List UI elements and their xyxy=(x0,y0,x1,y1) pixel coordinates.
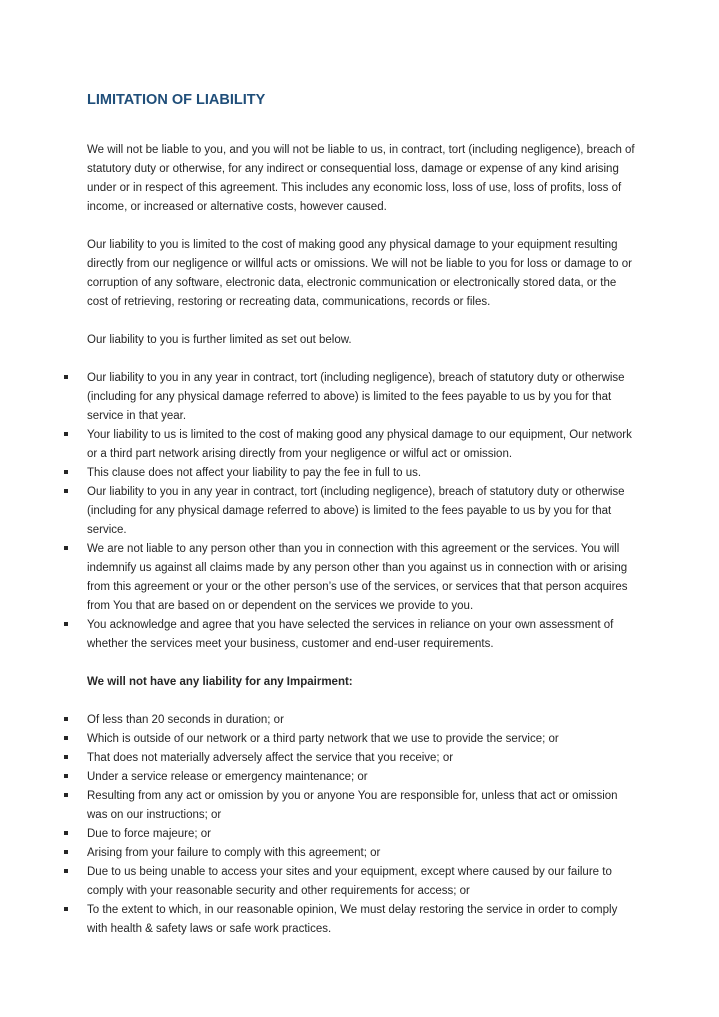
square-bullet-icon xyxy=(64,432,68,436)
list-item: Our liability to you in any year in contract, tort (including negligence), breach of statutory duty or otherwise (including for any physical damage referred to above) is limited to the fees payable to us by you for that service in that year. xyxy=(87,369,635,426)
list-item: Of less than 20 seconds in duration; or xyxy=(87,711,635,730)
impairment-list xyxy=(87,711,635,939)
list-item: This clause does not affect your liability to pay the fee in full to us. xyxy=(87,464,635,483)
square-bullet-icon xyxy=(64,546,68,550)
square-bullet-icon xyxy=(64,755,68,759)
list-item: To the extent to which, in our reasonable opinion, We must delay restoring the service in order to comply with health & safety laws or safe work practices. xyxy=(87,901,635,939)
square-bullet-icon xyxy=(64,717,68,721)
list-item: Resulting from any act or omission by you or anyone You are responsible for, unless that act or omission was on our instructions; or xyxy=(87,787,635,825)
paragraph-further-limited: Our liability to you is further limited as set out below. xyxy=(87,334,352,346)
list-item: Arising from your failure to comply with this agreement; or xyxy=(87,844,635,863)
square-bullet-icon xyxy=(64,831,68,835)
liability-list xyxy=(87,369,635,654)
list-item: Which is outside of our network or a third party network that we use to provide the service; or xyxy=(87,730,635,749)
square-bullet-icon xyxy=(64,793,68,797)
square-bullet-icon xyxy=(64,622,68,626)
list-item: Due to force majeure; or xyxy=(87,825,635,844)
square-bullet-icon xyxy=(64,375,68,379)
square-bullet-icon xyxy=(64,850,68,854)
list-item: That does not materially adversely affect the service that you receive; or xyxy=(87,749,635,768)
list-item: Under a service release or emergency maintenance; or xyxy=(87,768,635,787)
square-bullet-icon xyxy=(64,470,68,474)
square-bullet-icon xyxy=(64,736,68,740)
square-bullet-icon xyxy=(64,489,68,493)
square-bullet-icon xyxy=(64,869,68,873)
list-item: Our liability to you in any year in contract, tort (including negligence), breach of statutory duty or otherwise (including for any physical damage referred to above) is limited to the fees payable to us by you for that service. xyxy=(87,483,635,540)
list-item: You acknowledge and agree that you have selected the services in reliance on your own assessment of whether the services meet your business, customer and end-user requirements. xyxy=(87,616,635,654)
paragraph-exclusions: We will not be liable to you, and you will not be liable to us, in contract, tort (including negligence), breach of statutory duty or otherwise, for any indirect or consequential loss, damage or expense of any kind arising under or in respect of this agreement. This includes any economic loss, loss of use, loss of profits, loss of income, or increased or alternative costs, however caused. xyxy=(87,144,635,213)
list-item: Due to us being unable to access your sites and your equipment, except where caused by our failure to comply with your reasonable security and other requirements for access; or xyxy=(87,863,635,901)
square-bullet-icon xyxy=(64,907,68,911)
list-item: We are not liable to any person other than you in connection with this agreement or the services. You will indemnify us against all claims made by any person other than you against us in connection with or arising from this agreement or your or the other person’s use of the services, or services that that person acquires from You that are based on or dependent on the services we provide to you. xyxy=(87,540,635,616)
page-title: LIMITATION OF LIABILITY xyxy=(87,92,266,108)
paragraph-liability-limit: Our liability to you is limited to the cost of making good any physical damage to your equipment resulting directly from our negligence or willful acts or omissions. We will not be liable to you for loss or damage to or corruption of any software, electronic data, electronic communication or electronically stored data, or the cost of retrieving, restoring or recreating data, communications, records or files. xyxy=(87,239,632,308)
square-bullet-icon xyxy=(64,774,68,778)
list-item: Your liability to us is limited to the cost of making good any physical damage to our equipment, Our network or a third part network arising directly from your negligence or wilful act or omission. xyxy=(87,426,635,464)
impairment-subheading: We will not have any liability for any Impairment: xyxy=(87,676,353,688)
